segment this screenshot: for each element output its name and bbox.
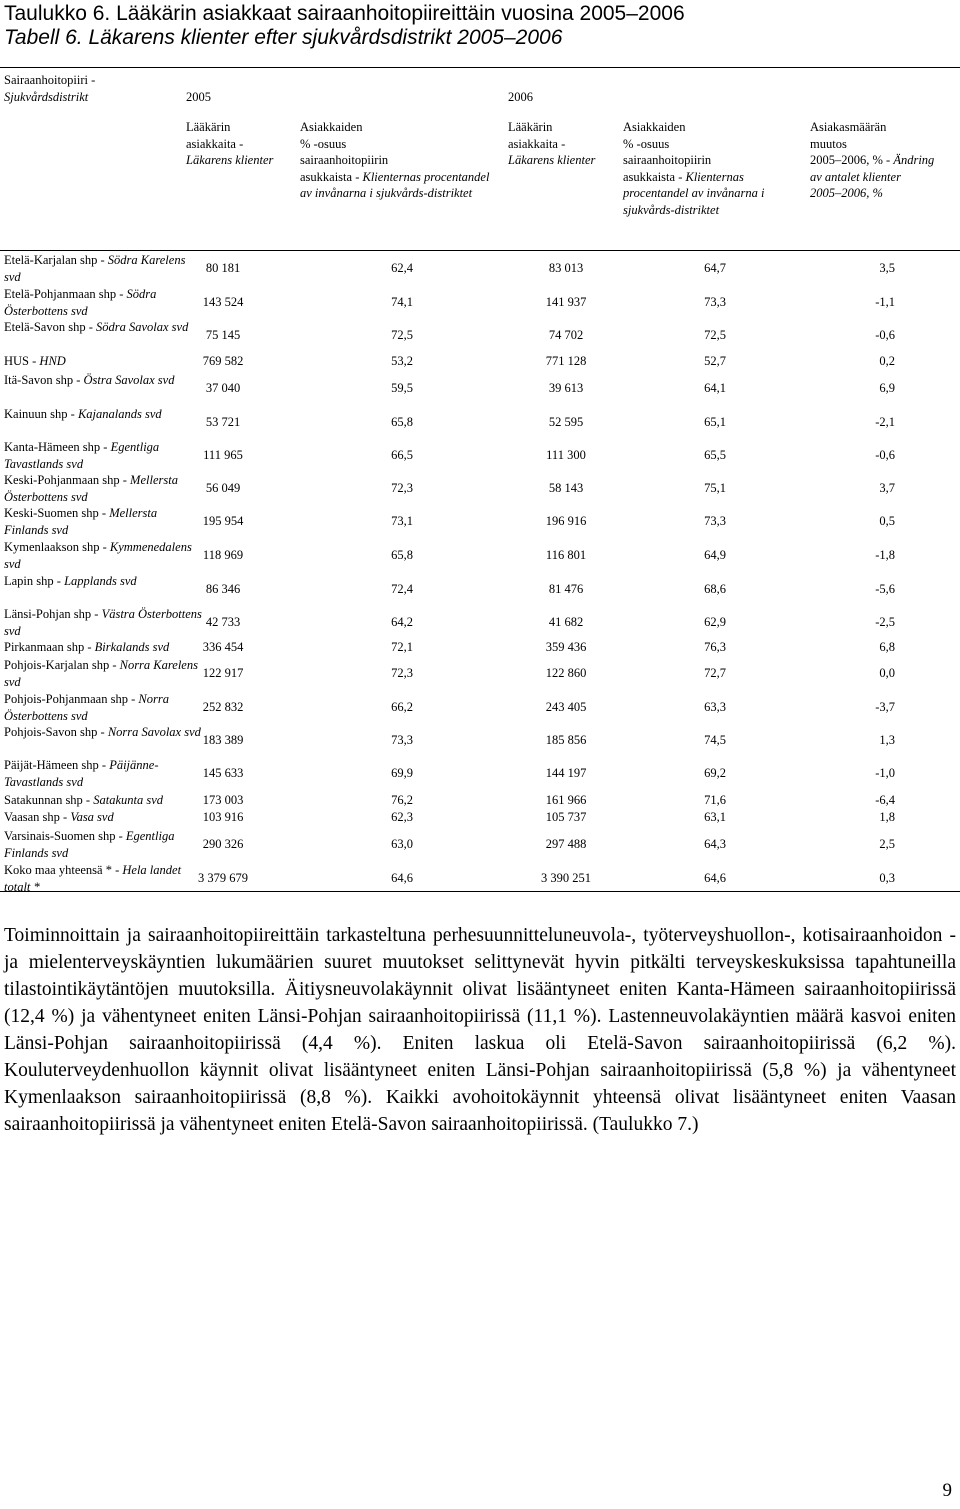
share-2006-cell: 64,1 [704, 381, 726, 395]
share-2005-cell: 72,3 [391, 666, 413, 680]
district-name [4, 439, 204, 472]
district-name-fi: Itä-Savon shp - [4, 373, 84, 387]
district-name-fi: Varsinais-Suomen shp - [4, 829, 126, 843]
clients-2005-cell: 86 346 [205, 582, 241, 596]
table-row [0, 353, 960, 372]
clients-2005-cell: 42 733 [205, 615, 241, 629]
district-name-fi: Pirkanmaan shp - [4, 640, 95, 654]
clients-2006-cell: 297 488 [545, 837, 587, 851]
district-name [4, 286, 204, 319]
change-pct-cell: -0,6 [875, 328, 895, 342]
clients-2006-cell: 105 737 [545, 810, 587, 824]
table-row [0, 657, 960, 691]
district-name-fi: Pohjois-Savon shp - [4, 725, 108, 739]
change-pct-cell: 6,9 [879, 381, 895, 395]
clients-2006-cell: 39 613 [548, 381, 584, 395]
share-2005-cell: 62,3 [391, 810, 413, 824]
table-row [0, 792, 960, 809]
header-text: Klienternas procentandel [362, 169, 490, 184]
share-2005-cell: 76,2 [391, 793, 413, 807]
share-2006-cell: 64,6 [704, 871, 726, 885]
district-name-sv: Norra Karelens svd [4, 658, 198, 689]
clients-2006-cell: 196 916 [545, 514, 587, 528]
clients-2006-cell: 185 856 [545, 733, 587, 747]
change-pct-cell: -6,4 [875, 793, 895, 807]
district-name [4, 505, 204, 538]
clients-2005-cell: 769 582 [202, 354, 244, 368]
table-row [0, 606, 960, 639]
district-name-sv: Södra Savolax svd [96, 320, 189, 334]
district-name-fi: HUS - [4, 354, 40, 368]
table-row [0, 573, 960, 606]
clients-2005-cell: 290 326 [202, 837, 244, 851]
header-text: muutos [810, 136, 847, 151]
district-name [4, 828, 204, 861]
clients-2006-cell: 52 595 [548, 415, 584, 429]
district-name-fi: Etelä-Karjalan shp - [4, 253, 108, 267]
district-name-fi: Kainuun shp - [4, 407, 78, 421]
header-text: sairaanhoitopiirin [300, 153, 389, 167]
header-change [810, 119, 934, 202]
clients-2005-cell: 145 633 [202, 766, 244, 780]
district-name [4, 372, 204, 389]
share-2006-cell: 74,5 [704, 733, 726, 747]
clients-2005-cell: 252 832 [202, 700, 244, 714]
header-text: % -osuus [300, 136, 347, 151]
change-pct-cell: -1,1 [875, 295, 895, 309]
clients-2005-cell: 56 049 [205, 481, 241, 495]
change-pct-cell: -3,7 [875, 700, 895, 714]
share-2006-cell: 72,7 [704, 666, 726, 680]
change-pct-cell: 3,5 [879, 261, 895, 275]
share-2005-cell: 53,2 [391, 354, 413, 368]
table-top-rule [0, 67, 960, 68]
district-name-sv: Mellersta Finlands svd [4, 506, 158, 537]
table-row [0, 286, 960, 319]
table-row [0, 639, 960, 657]
share-2005-cell: 72,3 [391, 481, 413, 495]
change-pct-cell: 0,0 [879, 666, 895, 680]
district-name-sv: Hela landet totalt * [4, 863, 182, 894]
header-bottom-rule [0, 250, 960, 251]
header-text: procentandel av invånarna i [623, 186, 765, 200]
header-year-2005: 2005 [186, 90, 211, 104]
district-name-sv: Södra Österbottens svd [4, 287, 157, 318]
header-text: av antalet klienter [810, 169, 901, 184]
district-name-fi: Lapin shp - [4, 574, 65, 588]
clients-2006-cell: 3 390 251 [541, 871, 591, 885]
share-2005-cell: 65,8 [391, 548, 413, 562]
district-name-sv: Vasa svd [70, 810, 114, 824]
header-text: Lääkärin [186, 120, 231, 134]
clients-2006-cell: 58 143 [548, 481, 584, 495]
district-name [4, 539, 204, 572]
share-2006-cell: 64,7 [704, 261, 726, 275]
district-name [4, 252, 204, 285]
district-name-fi: Kanta-Hämeen shp - [4, 440, 111, 454]
header-year-2006: 2006 [508, 90, 533, 104]
clients-2005-cell: 122 917 [202, 666, 244, 680]
clients-2005-cell: 173 003 [202, 793, 244, 807]
district-name [4, 809, 204, 826]
share-2005-cell: 69,9 [391, 766, 413, 780]
header-district-fi: Sairaanhoitopiiri - [4, 73, 96, 87]
change-pct-cell: -1,8 [875, 548, 895, 562]
header-text: Asiakkaiden [300, 120, 363, 134]
district-name-fi: Kymenlaakson shp - [4, 540, 110, 554]
header-text: asiakkaita - [186, 136, 244, 151]
clients-2006-cell: 111 300 [546, 448, 586, 462]
district-name [4, 657, 204, 690]
header-text: asukkaista - [623, 169, 683, 184]
header-text: Läkarens klienter [508, 153, 596, 167]
clients-2005-cell: 143 524 [202, 295, 244, 309]
share-2005-cell: 64,6 [391, 871, 413, 885]
district-name-fi: Länsi-Pohjan shp - [4, 607, 102, 621]
change-pct-cell: 0,3 [879, 871, 895, 885]
district-name-sv: Birkalands svd [94, 640, 170, 654]
share-2006-cell: 76,3 [704, 640, 726, 654]
header-text: % -osuus [623, 136, 670, 151]
header-text: Asiakkaiden [623, 120, 686, 134]
body-paragraph: Toiminnoittain ja sairaanhoitopiireittäin tarkasteltuna perhesuunnitteluneuvola-, työterveyshuollon-, kotisairaanhoidon - ja mielenterveyskäyntien lukumäärien suuret muutokset selittynevät hyvin pitkälti terveyskeskuksissa tapahtuneilla tilastointikäytäntöjen muutoksilla. Äitiysneuvolakäynnit olivat lisääntyneet eniten Kanta-Hämeen sairaanhoitopiirissä (12,4 %) ja vähentyneet eniten Länsi-Pohjan sairaanhoitopiirissä (11,1 %). Lastenneuvolakäyntien määrä kasvoi eniten Länsi-Pohjan sairaanhoitopiirissä (4,4 %). Eniten laskua oli Etelä-Savon sairaanhoitopiirissä (6,2 %). Kouluterveydenhuollon käynnit olivat lisääntyneet eniten Länsi-Pohjan sairaanhoitopiirissä (5,8 %) ja vähentyneet Kymenlaakson sairaanhoitopiirissä (8,8 %). Kaikki avohoitokäynnit yhteensä olivat lisääntyneet eniten Vaasan sairaanhoitopiirissä ja vähentyneet eniten Etelä-Savon sairaanhoitopiirissä. (Taulukko 7.) [4, 925, 956, 1135]
clients-2006-cell: 122 860 [545, 666, 587, 680]
clients-2005-cell: 111 965 [203, 448, 243, 462]
header-text: 2005–2006, % [810, 186, 883, 200]
district-name-sv: Egentliga Tavastlands svd [4, 440, 160, 471]
share-2006-cell: 71,6 [704, 793, 726, 807]
district-name-fi: Keski-Pohjanmaan shp - [4, 473, 131, 487]
share-2006-cell: 65,1 [704, 415, 726, 429]
change-pct-cell: -2,5 [875, 615, 895, 629]
district-name-sv: Östra Savolax svd [83, 373, 175, 387]
share-2006-cell: 52,7 [704, 354, 726, 368]
share-2005-cell: 72,4 [391, 582, 413, 596]
table-row [0, 724, 960, 757]
header-share-2005 [300, 119, 489, 202]
table-row [0, 505, 960, 539]
share-2006-cell: 62,9 [704, 615, 726, 629]
clients-2005-cell: 103 916 [202, 810, 244, 824]
clients-2006-cell: 83 013 [548, 261, 584, 275]
change-pct-cell: -5,6 [875, 582, 895, 596]
page-number: 9 [942, 1480, 952, 1501]
header-clients-2005 [186, 119, 273, 169]
header-text: Lääkärin [508, 120, 553, 134]
district-name-sv: Västra Österbottens svd [4, 607, 202, 638]
share-2006-cell: 65,5 [704, 448, 726, 462]
district-name-sv: Egentliga Finlands svd [4, 829, 175, 860]
clients-2006-cell: 243 405 [545, 700, 587, 714]
table-row [0, 809, 960, 828]
share-2006-cell: 75,1 [704, 481, 726, 495]
header-clients-2006 [508, 119, 595, 169]
clients-2006-cell: 161 966 [545, 793, 587, 807]
header-share-2006 [623, 119, 765, 218]
district-name-sv: Lapplands svd [64, 574, 137, 588]
clients-2006-cell: 359 436 [545, 640, 587, 654]
share-2005-cell: 72,1 [391, 640, 413, 654]
header-text: sjukvårds-distriktet [623, 202, 720, 217]
header-text: sairaanhoitopiirin [623, 153, 712, 167]
share-2006-cell: 63,1 [704, 810, 726, 824]
district-name-sv: Norra Savolax svd [107, 725, 201, 739]
district-name-fi: Päijät-Hämeen shp - [4, 758, 110, 772]
header-district [4, 72, 95, 105]
share-2006-cell: 73,3 [704, 295, 726, 309]
district-name-sv: Kymmenedalens svd [4, 540, 192, 571]
table-row [0, 828, 960, 862]
clients-2005-cell: 37 040 [205, 381, 241, 395]
header-text: av invånarna i sjukvårds-distriktet [300, 186, 473, 200]
title-sv: Tabell 6. Läkarens klienter efter sjukvårdsdistrikt 2005–2006 [4, 26, 563, 49]
change-pct-cell: 3,7 [879, 481, 895, 495]
table-row [0, 319, 960, 353]
district-name-sv: Södra Karelens svd [4, 253, 186, 284]
share-2005-cell: 72,5 [391, 328, 413, 342]
district-name [4, 353, 204, 370]
district-name-sv: Norra Österbottens svd [4, 692, 169, 723]
clients-2006-cell: 41 682 [548, 615, 584, 629]
header-district-sv: Sjukvårdsdistrikt [4, 89, 89, 104]
clients-2005-cell: 195 954 [202, 514, 244, 528]
share-2005-cell: 66,5 [391, 448, 413, 462]
table-row [0, 539, 960, 573]
district-name [4, 406, 204, 423]
clients-2006-cell: 144 197 [545, 766, 587, 780]
clients-2006-cell: 74 702 [548, 328, 584, 342]
change-pct-cell: 0,2 [879, 354, 895, 368]
district-name-sv: Satakunta svd [93, 793, 164, 807]
table-row [0, 406, 960, 439]
district-name-fi: Pohjois-Pohjanmaan shp - [4, 692, 139, 706]
change-pct-cell: 2,5 [879, 837, 895, 851]
share-2006-cell: 72,5 [704, 328, 726, 342]
table-bottom-rule [0, 891, 960, 892]
clients-2006-cell: 771 128 [545, 354, 587, 368]
district-name-fi: Etelä-Pohjanmaan shp - [4, 287, 127, 301]
clients-2005-cell: 53 721 [205, 415, 241, 429]
share-2006-cell: 64,9 [704, 548, 726, 562]
change-pct-cell: 0,5 [879, 514, 895, 528]
share-2005-cell: 73,1 [391, 514, 413, 528]
district-name [4, 606, 204, 639]
table-row [0, 757, 960, 792]
district-name-fi: Koko maa yhteensä * - [4, 863, 123, 877]
clients-2005-cell: 80 181 [205, 261, 241, 275]
share-2005-cell: 59,5 [391, 381, 413, 395]
share-2005-cell: 62,4 [391, 261, 413, 275]
table-row [0, 252, 960, 286]
clients-2005-cell: 3 379 679 [198, 871, 248, 885]
clients-2006-cell: 116 801 [545, 548, 587, 562]
district-name [4, 639, 204, 656]
district-name [4, 792, 204, 809]
header-text: Läkarens klienter [186, 153, 274, 167]
table-row [0, 472, 960, 505]
clients-2005-cell: 183 389 [202, 733, 244, 747]
header-text: asiakkaita - [508, 136, 566, 151]
district-name-fi: Satakunnan shp - [4, 793, 94, 807]
clients-2005-cell: 118 969 [202, 548, 244, 562]
share-2006-cell: 68,6 [704, 582, 726, 596]
header-text: 2005–2006, % - [810, 153, 891, 167]
district-name [4, 724, 204, 741]
header-text: asukkaista - [300, 169, 360, 184]
share-2005-cell: 73,3 [391, 733, 413, 747]
table-row [0, 372, 960, 406]
share-2005-cell: 63,0 [391, 837, 413, 851]
district-name-sv: HND [39, 354, 66, 368]
district-name-fi: Pohjois-Karjalan shp - [4, 658, 120, 672]
share-2006-cell: 64,3 [704, 837, 726, 851]
change-pct-cell: 6,8 [879, 640, 895, 654]
clients-2006-cell: 81 476 [548, 582, 584, 596]
district-name [4, 573, 204, 590]
district-name-fi: Etelä-Savon shp - [4, 320, 96, 334]
share-2005-cell: 66,2 [391, 700, 413, 714]
district-name-sv: Mellersta Österbottens svd [4, 473, 178, 504]
header-text: Klienternas [685, 169, 744, 184]
table-row [0, 862, 960, 898]
change-pct-cell: 1,3 [879, 733, 895, 747]
district-name-sv: Kajanalands svd [77, 407, 162, 421]
share-2006-cell: 63,3 [704, 700, 726, 714]
share-2005-cell: 64,2 [391, 615, 413, 629]
share-2005-cell: 65,8 [391, 415, 413, 429]
change-pct-cell: -1,0 [875, 766, 895, 780]
district-name [4, 472, 204, 505]
page-title [4, 2, 685, 50]
district-name [4, 757, 204, 790]
district-name-fi: Keski-Suomen shp - [4, 506, 110, 520]
title-fi: Taulukko 6. Lääkärin asiakkaat sairaanhoitopiireittäin vuosina 2005–2006 [4, 2, 685, 25]
district-name [4, 691, 204, 724]
share-2005-cell: 74,1 [391, 295, 413, 309]
district-name [4, 319, 204, 336]
table-row [0, 691, 960, 724]
share-2006-cell: 73,3 [704, 514, 726, 528]
district-name-sv: Päijänne-Tavastlands svd [4, 758, 159, 789]
district-name-fi: Vaasan shp - [4, 810, 71, 824]
header-text: Asiakasmäärän [810, 120, 887, 134]
share-2006-cell: 69,2 [704, 766, 726, 780]
change-pct-cell: 1,8 [879, 810, 895, 824]
change-pct-cell: -0,6 [875, 448, 895, 462]
header-text: Ändring [893, 153, 935, 167]
clients-2005-cell: 75 145 [205, 328, 241, 342]
clients-2006-cell: 141 937 [545, 295, 587, 309]
change-pct-cell: -2,1 [875, 415, 895, 429]
clients-2005-cell: 336 454 [202, 640, 244, 654]
table-row [0, 439, 960, 472]
